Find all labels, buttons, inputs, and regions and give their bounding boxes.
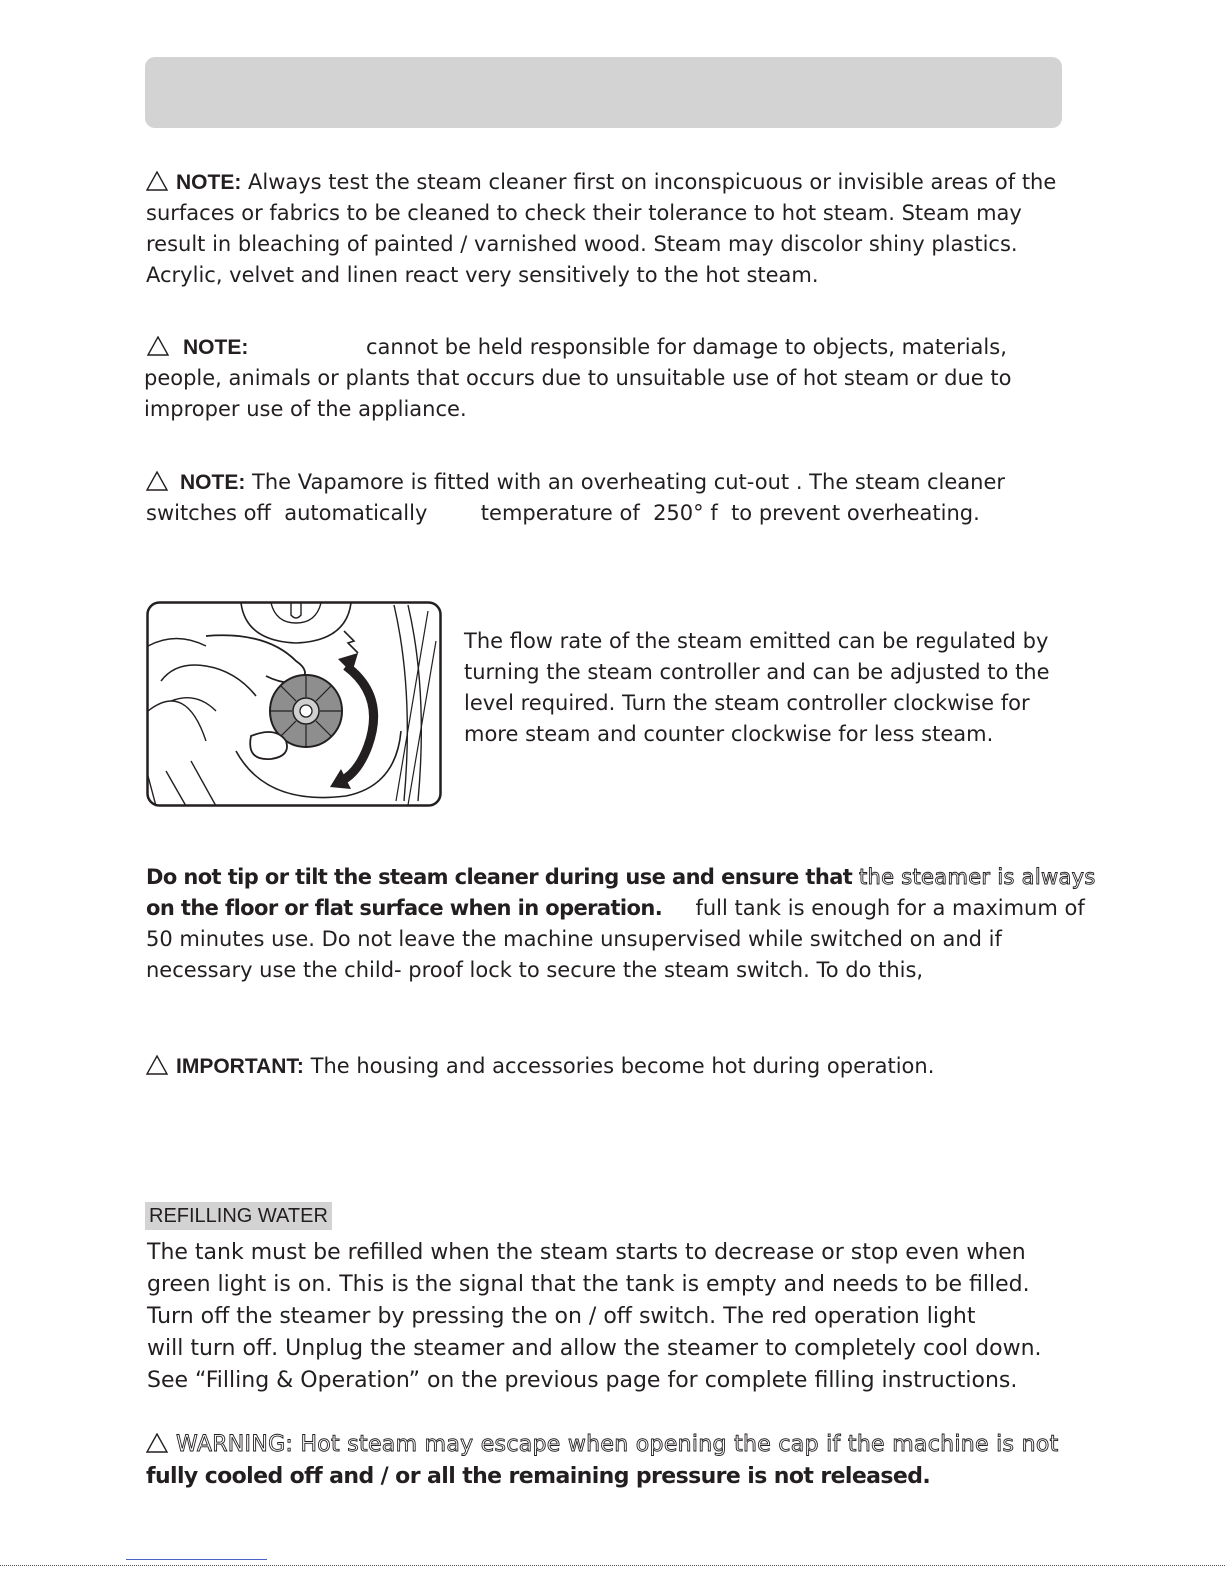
tilt-rest-text: full tank is enough for a maximum of (662, 896, 1085, 920)
note-liability-line-3: improper use of the appliance. (144, 397, 467, 421)
note-liability-line-1 (144, 332, 1011, 363)
flow-rate-text (464, 626, 1050, 750)
warning-triangle-icon (146, 1433, 168, 1453)
refill-line-2: green light is on. This is the signal that the tank is empty and needs to be filled. (147, 1272, 1030, 1297)
note-testing (146, 167, 1056, 291)
warning-triangle-icon (147, 336, 169, 356)
note-liability (144, 332, 1011, 425)
warning-line-1 (146, 1429, 1059, 1461)
note-label: NOTE: (180, 471, 246, 494)
note-overheating (146, 467, 1005, 529)
section-heading-refilling-water: REFILLING WATER (145, 1202, 332, 1230)
tilt-line-4: necessary use the child- proof lock to secure the steam switch. To do this, (146, 958, 924, 982)
warning-triangle-icon (146, 171, 168, 191)
tilt-bold-text-2: on the floor or flat surface when in operation. (146, 896, 663, 920)
note-testing-line-2: surfaces or fabrics to be cleaned to check their tolerance to hot steam. Steam may (146, 201, 1022, 225)
refill-line-1: The tank must be refilled when the steam starts to decrease or stop even when (147, 1240, 1026, 1265)
important-text: The housing and accessories become hot during operation. (303, 1054, 935, 1078)
note-overheating-line-1 (146, 467, 1005, 498)
warning-note (146, 1429, 1059, 1493)
warning-outline-text: WARNING: Hot steam may escape when opening the cap if the machine is not (176, 1432, 1059, 1457)
note-text: Always test the steam cleaner first on inconspicuous or invisible areas of the (241, 170, 1057, 194)
page-link-underline (126, 1559, 267, 1560)
warning-triangle-icon (146, 1055, 168, 1075)
flow-rate-line-3: level required. Turn the steam controller clockwise for (464, 691, 1030, 715)
flow-rate-line-1: The flow rate of the steam emitted can be regulated by (464, 629, 1049, 653)
note-liability-line-2: people, animals or plants that occurs due to unsuitable use of hot steam or due to (144, 366, 1012, 390)
refill-line-3: Turn off the steamer by pressing the on / off switch. The red operation light (147, 1304, 976, 1329)
tilt-bold-text: Do not tip or tilt the steam cleaner during use and ensure that (146, 865, 859, 889)
note-label: NOTE: (183, 336, 249, 359)
refill-line-4: will turn off. Unplug the steamer and allow the steamer to completely cool down. (147, 1336, 1042, 1361)
refill-line-5: See “Filling & Operation” on the previous page for complete filling instructions. (147, 1368, 1018, 1393)
page-bottom-dotted-rule (0, 1565, 1225, 1566)
section-header-bar (145, 57, 1062, 128)
tilt-warning-text (146, 862, 1096, 986)
flow-rate-line-2: turning the steam controller and can be adjusted to the (464, 660, 1050, 684)
warning-line-2: fully cooled off and / or all the remaining pressure is not released. (146, 1464, 931, 1489)
tilt-line-1 (146, 862, 1096, 893)
flow-rate-line-4: more steam and counter clockwise for less steam. (464, 722, 994, 746)
note-text: The Vapamore is fitted with an overheating cut-out . The steam cleaner (245, 470, 1006, 494)
tilt-outline-text: the steamer is always (858, 865, 1096, 889)
note-overheating-line-2: switches off automatically temperature of 250° f to prevent overheating. (146, 501, 980, 525)
note-label: NOTE: (176, 171, 242, 194)
tilt-line-3: 50 minutes use. Do not leave the machine unsupervised while switched on and if (146, 927, 1002, 951)
important-label: IMPORTANT: (176, 1055, 304, 1078)
refill-text (147, 1237, 1042, 1397)
warning-triangle-icon (146, 471, 168, 491)
note-testing-line-4: Acrylic, velvet and linen react very sensitively to the hot steam. (146, 263, 819, 287)
important-note (146, 1051, 934, 1082)
steam-controller-dial-illustration (146, 601, 442, 807)
note-text: cannot be held responsible for damage to objects, materials, (366, 335, 1007, 359)
note-testing-line-3: result in bleaching of painted / varnished wood. Steam may discolor shiny plastics. (146, 232, 1018, 256)
tilt-line-2 (146, 893, 1096, 924)
note-testing-line-1 (146, 167, 1056, 198)
